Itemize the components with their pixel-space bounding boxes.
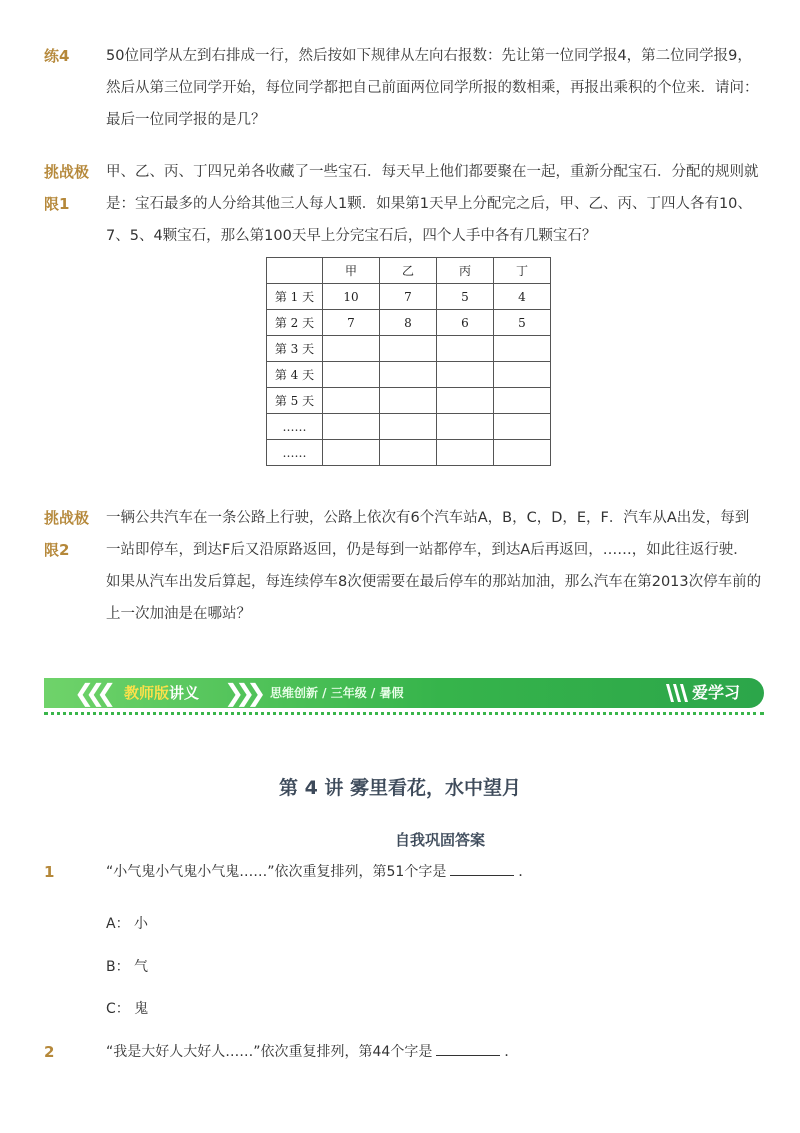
table-header-cell: 丙	[437, 258, 494, 284]
table-cell: 6	[437, 310, 494, 336]
table-corner-cell	[267, 258, 323, 284]
table-header-cell: 甲	[323, 258, 380, 284]
challenge-1-label: 挑战极限1	[44, 163, 90, 213]
answer-blank	[436, 1041, 500, 1056]
table-cell	[437, 388, 494, 414]
question-1-end: ．	[518, 864, 533, 880]
question-1-option-b: B： 气	[106, 959, 149, 975]
exercise-4-text: 50位同学从左到右排成一行，然后按如下规律从左向右报数：先让第一位同学报4，第二位同学报9，然后从第三位同学开始，每位同学都把自己前面两位同学所报的数相乘，再报出乘积的个位来．请问：最后一位同学报的是几？	[106, 48, 759, 128]
table-row-label: ……	[267, 440, 323, 466]
table-cell: 7	[380, 284, 437, 310]
table-cell	[494, 362, 551, 388]
challenge-2-label: 挑战极限2	[44, 509, 90, 559]
table-cell	[437, 336, 494, 362]
question-1-option-a: A： 小	[106, 916, 149, 932]
table-cell	[380, 414, 437, 440]
table-row-label: ……	[267, 414, 323, 440]
question-1-text	[106, 860, 532, 884]
table-cell	[380, 362, 437, 388]
question-1-number: 1	[44, 863, 55, 881]
banner-title-b: 讲义	[169, 684, 200, 702]
question-1-option-c: C： 鬼	[106, 1001, 149, 1017]
table-cell	[323, 388, 380, 414]
question-1-prompt: “小气鬼小气鬼小气鬼……”依次重复排列，第51个字是	[106, 864, 447, 880]
section-title: 自我巩固答案	[394, 831, 485, 849]
question-2-prompt: “我是大好人大好人……”依次重复排列，第44个字是	[106, 1044, 433, 1060]
table-cell: 7	[323, 310, 380, 336]
table-cell: 10	[323, 284, 380, 310]
table-row-label: 第 5 天	[267, 388, 323, 414]
table-row	[267, 336, 551, 362]
table-cell	[323, 336, 380, 362]
banner-dotted-divider	[44, 712, 764, 715]
table-header-cell: 丁	[494, 258, 551, 284]
table-cell	[494, 440, 551, 466]
table-cell	[437, 414, 494, 440]
table-header-row	[267, 258, 551, 284]
table-row	[267, 362, 551, 388]
chevrons-left-icon: ❮❮❮	[74, 679, 108, 707]
table-row-label: 第 2 天	[267, 310, 323, 336]
challenge-2-text: 一辆公共汽车在一条公路上行驶，公路上依次有6个汽车站A，B，C，D，E，F．汽车从A出发，每到一站即停车，到达F后又沿原路返回，仍是每到一站都停车，到达A后再返回，……，如此往返行驶．如果从汽车出发后算起，每连续停车8次便需要在最后停车的那站加油，那么汽车在第2013次停车前的上一次加油是在哪站？	[106, 510, 762, 622]
lecture-title: 第 4 讲 雾里看花，水中望月	[278, 777, 522, 799]
table-row-label: 第 1 天	[267, 284, 323, 310]
table-header-cell: 乙	[380, 258, 437, 284]
exercise-4-label: 练4	[44, 47, 70, 65]
banner-subtitle: 思维创新 / 三年级 / 暑假	[270, 686, 404, 700]
table-cell	[437, 440, 494, 466]
answer-blank	[450, 861, 514, 876]
brand-name: 爱学习	[692, 683, 741, 702]
table-cell	[437, 362, 494, 388]
gem-distribution-table	[266, 257, 551, 466]
table-row	[267, 414, 551, 440]
table-row-label: 第 3 天	[267, 336, 323, 362]
table-cell: 4	[494, 284, 551, 310]
table-cell: 5	[437, 284, 494, 310]
banner-title	[124, 682, 199, 704]
table-row	[267, 440, 551, 466]
table-cell	[494, 336, 551, 362]
table-cell: 8	[380, 310, 437, 336]
table-cell: 5	[494, 310, 551, 336]
table-cell	[494, 388, 551, 414]
brand-logo-icon	[664, 680, 690, 706]
table-row	[267, 284, 551, 310]
table-cell	[323, 414, 380, 440]
table-cell	[380, 440, 437, 466]
question-2-text	[106, 1040, 518, 1064]
challenge-1-text: 甲、乙、丙、丁四兄弟各收藏了一些宝石．每天早上他们都要聚在一起，重新分配宝石．分配的规则就是：宝石最多的人分给其他三人每人1颗．如果第1天早上分配完之后，甲、乙、丙、丁四人各有10、7、5、4颗宝石，那么第100天早上分完宝石后，四个人手中各有几颗宝石？	[106, 164, 759, 244]
question-2-end: ．	[504, 1044, 519, 1060]
banner-title-a: 教师版	[124, 684, 170, 702]
table-cell	[323, 362, 380, 388]
table-row-label: 第 4 天	[267, 362, 323, 388]
table-row	[267, 388, 551, 414]
chevrons-right-icon: ❯❯❯	[224, 679, 258, 707]
header-banner	[44, 674, 764, 710]
question-2-number: 2	[44, 1043, 55, 1061]
table-cell	[323, 440, 380, 466]
table-cell	[494, 414, 551, 440]
table-cell	[380, 388, 437, 414]
table-cell	[380, 336, 437, 362]
table-row	[267, 310, 551, 336]
